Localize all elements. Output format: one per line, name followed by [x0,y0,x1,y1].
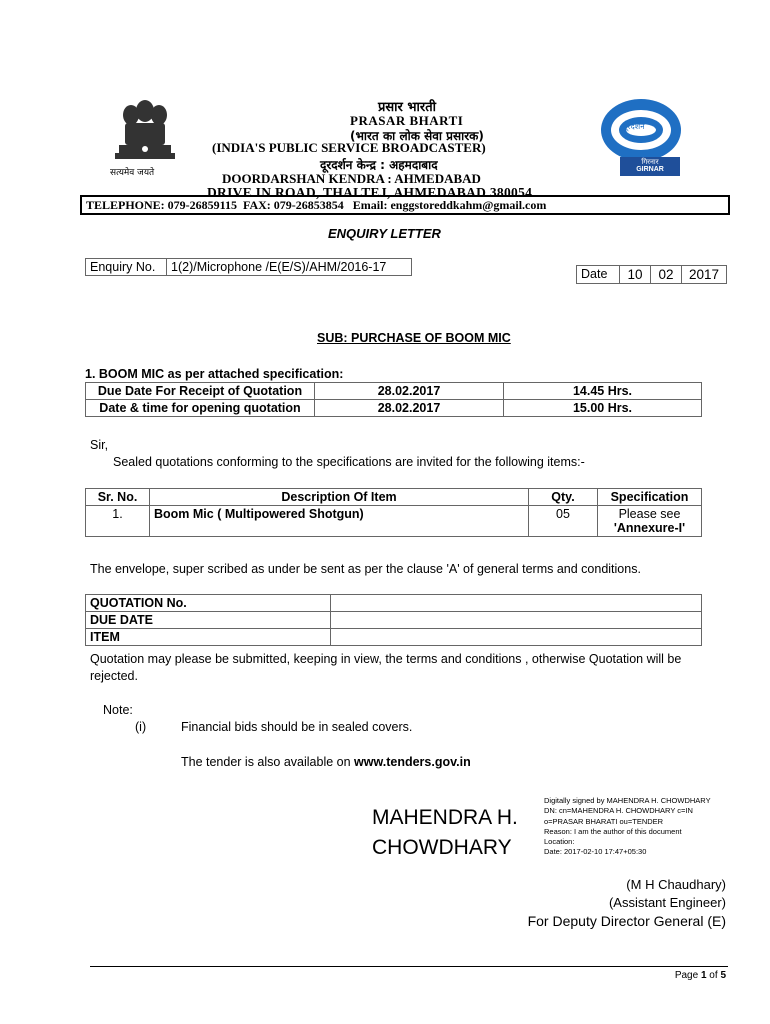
table-row [86,595,702,612]
digital-line: Reason: I am the author of this document [544,826,682,836]
envelope-row-label: ITEM [86,629,331,646]
signatory-designation: (Assistant Engineer) [608,895,726,910]
schedule-date: 28.02.2017 [315,400,504,417]
signature-name-line1: MAHENDRA H. [372,806,518,829]
item-qty: 05 [529,506,598,537]
digital-line: DN: cn=MAHENDRA H. CHOWDHARY c=IN [544,806,693,816]
girnar-hindi: गिरनार [641,158,659,166]
quotation-note: Quotation may please be submitted, keeping in view, the terms and conditions , otherwise Quotation will be rejected. [90,652,682,683]
table-row [86,629,702,646]
girnar-badge [620,157,680,176]
signature-name [372,803,518,863]
table-row [86,489,702,506]
table-row [86,400,702,417]
envelope-row-value [331,612,702,629]
header-specification: Specification [598,489,702,506]
table-row [86,383,702,400]
digital-line: Location: [544,837,575,847]
envelope-table [85,594,702,646]
page-of: of [706,970,721,981]
date-box [576,265,727,284]
header-description: Description Of Item [150,489,529,506]
note-number: (i) [135,720,147,734]
enquiry-value: 1(2)/Microphone /E(E/S)/AHM/2016-17 [167,259,412,276]
tender-site-link[interactable]: www.tenders.gov.in [354,755,471,769]
items-table [85,488,702,537]
schedule-time: 15.00 Hrs. [504,400,702,417]
letterhead-hindi-kendra: दूरदर्शन केन्द्र : अहमदाबाद [320,158,438,172]
signatory-for-line: For Deputy Director General (E) [527,913,726,929]
table-row [86,506,702,537]
item-heading: 1. BOOM MIC as per attached specification: [85,367,344,381]
letterhead-hindi-name: प्रसार भारती [378,100,436,115]
salutation: Sir, [90,438,109,452]
schedule-label: Due Date For Receipt of Quotation [86,383,315,400]
date-day: 10 [620,266,651,284]
letterhead-name: PRASAR BHARTI [350,113,464,128]
header-qty: Qty. [529,489,598,506]
letterhead [80,95,730,220]
letterhead-tagline: (INDIA'S PUBLIC SERVICE BROADCASTER) [212,140,486,155]
header-sr-no: Sr. No. [86,489,150,506]
item-spec-line2: 'Annexure-I' [613,521,686,535]
enquiry-number-box [85,258,412,276]
letterhead-kendra: DOORDARSHAN KENDRA : AHMEDABAD [222,171,481,186]
letterhead-address: DRIVE IN ROAD, THALTEJ, AHMEDABAD 380054 [207,185,533,200]
letterhead-hindi-tagline: (भारत का लोक सेवा प्रसारक) [350,129,484,143]
item-spec-line1: Please see [618,507,681,521]
note-text: Financial bids should be in sealed covers. [181,720,413,734]
page-current: 1 [700,970,707,981]
page-prefix: Page [674,970,701,981]
contact-bar: TELEPHONE: 079-26859115 FAX: 079-26853854 Email: enggstoreddkahm@gmail.com [80,195,730,215]
girnar-text: GIRNAR [636,166,664,173]
document-title: ENQUIRY LETTER [328,226,441,241]
enquiry-label: Enquiry No. [86,259,167,276]
emblem-motto: सत्यमेव जयते [110,168,155,178]
envelope-row-value [331,595,702,612]
schedule-time: 14.45 Hrs. [504,383,702,400]
date-label: Date [577,266,620,284]
schedule-date: 28.02.2017 [315,383,504,400]
schedule-label: Date & time for opening quotation [86,400,315,417]
subject-line: SUB: PURCHASE OF BOOM MIC [317,331,511,345]
page-total: 5 [720,970,726,981]
digital-line: Date: 2017-02-10 17:47+05:30 [544,847,647,857]
footer-rule [90,966,728,967]
national-emblem-icon [105,97,185,165]
digital-line: Digitally signed by MAHENDRA H. CHOWDHARY [544,796,711,805]
item-sr: 1. [86,506,150,537]
signatory-name: (M H Chaudhary) [626,877,726,892]
tender-line [181,755,471,769]
intro-text: Sealed quotations conforming to the specifications are invited for the following items:- [113,455,585,469]
schedule-table [85,382,702,417]
envelope-row-value [331,629,702,646]
date-year: 2017 [682,266,727,284]
item-description: Boom Mic ( Multipowered Shotgun) [150,506,529,537]
envelope-row-label: QUOTATION No. [86,595,331,612]
envelope-row-label: DUE DATE [86,612,331,629]
page-number [675,970,726,981]
table-row [86,612,702,629]
date-month: 02 [651,266,682,284]
logo-hindi-text: दूरदर्शन [623,122,645,131]
envelope-text: The envelope, super scribed as under be sent as per the clause 'A' of general terms and conditions. [90,562,641,576]
digital-signature-block [544,796,711,858]
note-label: Note: [103,703,133,717]
digital-line: o=PRASAR BHARATI ou=TENDER [544,816,664,826]
item-spec [598,506,702,537]
signature-name-line2: CHOWDHARY [372,836,512,859]
tender-prefix: The tender is also available on [181,755,355,769]
signatory-block [528,876,726,930]
